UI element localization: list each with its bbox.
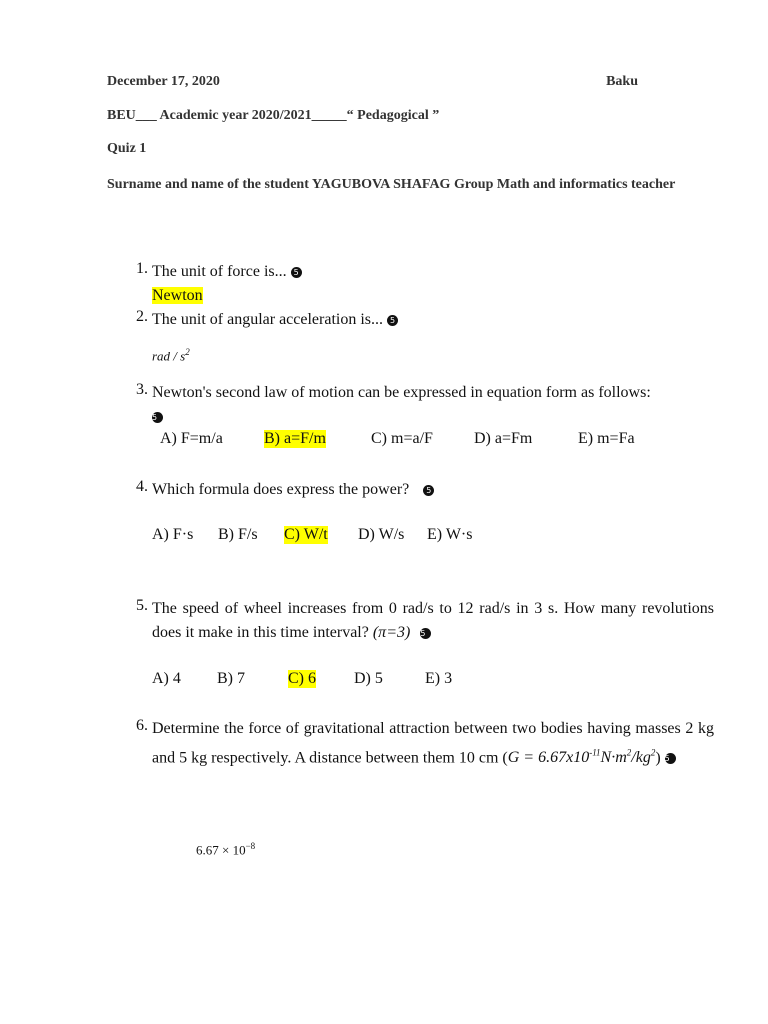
question-number: 6. [136,717,148,734]
question-text: Which formula does express the power? [152,481,410,498]
option-d: D) a=Fm [474,430,533,447]
points-icon: 5 [291,267,302,278]
option-b: B) 7 [217,670,245,687]
question-number: 4. [136,478,148,495]
question-text: The unit of force is... [152,263,287,280]
question-text: Newton's second law of motion can be expressed in equation form as follows: [152,384,651,401]
option-c-selected: C) W/t [284,526,328,543]
points-icon: 5 [423,485,434,496]
question-number: 1. [136,260,148,277]
option-e: E) m=Fa [578,430,635,447]
points-icon: 5 [152,412,163,423]
date: December 17, 2020 [107,74,220,89]
points-icon: 5 [665,753,676,764]
option-b-selected: B) a=F/m [264,430,326,447]
option-c-selected: C) 6 [288,670,316,687]
question-number: 2. [136,308,148,325]
institution-line: BEU___ Academic year 2020/2021_____“ Pedagogical ” [107,108,440,123]
city: Baku [606,74,638,89]
question-text: The speed of wheel increases from 0 rad/s to 12 rad/s in 3 s. How many revolutions does it make in this time interval? [152,600,714,641]
question-text: Determine the force of gravitational attraction between two bodies having masses 2 kg and 5 kg respectively. A distance between them 10 cm ( [152,720,714,767]
points-icon: 5 [387,315,398,326]
option-d: D) W/s [358,526,405,543]
answer-formula: rad / $s^2$ [152,347,190,364]
question-number: 5. [136,597,148,614]
option-d: D) 5 [354,670,383,687]
answer-formula: $6.67 \times 10^{-8}$ [196,841,256,858]
header-row [107,74,638,90]
student-line: Surname and name of the student YAGUBOVA SHAFAG Group Math and informatics teacher [107,177,676,192]
points-icon: 5 [420,628,431,639]
option-e: E) W·s [427,526,473,543]
option-c: C) m=a/F [371,430,433,447]
question-text: The unit of angular acceleration is... [152,311,384,328]
question-number: 3. [136,381,148,398]
gravity-constant: $G = 6.67x10^{-11}N\cdot m^2/kg^2$ [507,748,656,767]
option-a: A) F=m/a [160,430,223,447]
option-b: B) F/s [218,526,258,543]
given-value: (π=3) [372,624,411,641]
option-a: A) F·s [152,526,194,543]
quiz-title: Quiz 1 [107,141,147,156]
option-e: E) 3 [425,670,453,687]
option-a: A) 4 [152,670,181,687]
answer-highlight: Newton [152,287,203,304]
